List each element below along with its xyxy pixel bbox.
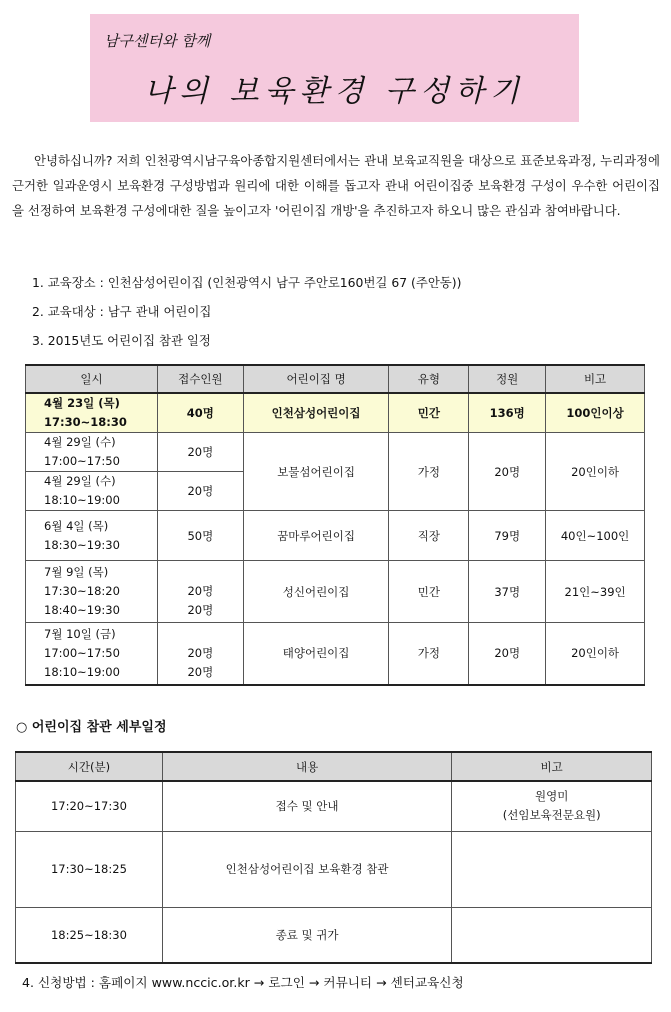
banner-subtitle: 남구센터와 함께 (104, 32, 211, 50)
count-cell: 20명 20명 (157, 561, 243, 623)
intro-paragraph: 안녕하십니까? 저희 인천광역시남구육아종합지원센터에서는 관내 보육교직원을 대상으로 표준보육과정, 누리과정에 근거한 일과운영시 보육환경 구성방법과 원리에 대한 이해를 돕고자 관내 어린이집중 보육환경 구성이 우수한 어린이집을 선정하여 보육환경 구성에대한 질을 높이고자 '어린이집 개방'을 추진하고자 하오니 많은 관심과 참여바랍니다. (12, 153, 660, 218)
section-title: ○ 어린이집 참관 세부일정 (16, 720, 167, 735)
date-cell: 4월 29일 (수) 18:10~19:00 (26, 472, 158, 511)
center-name-cell: 꿈마루어린이집 (243, 511, 389, 561)
date-cell: 7월 10일 (금) 17:00~17:50 18:10~19:00 (26, 623, 158, 685)
table-header-row (16, 752, 652, 781)
capacity-cell: 79명 (469, 511, 546, 561)
col-header: 접수인원 (157, 365, 243, 393)
note-cell (452, 907, 652, 963)
center-name-cell: 태양어린이집 (243, 623, 389, 685)
table-row (26, 393, 645, 433)
col-header: 시간(분) (16, 752, 163, 781)
content-cell: 인천삼성어린이집 보육환경 참관 (162, 831, 451, 907)
content-cell: 종료 및 귀가 (162, 907, 451, 963)
col-header: 정원 (469, 365, 546, 393)
time-cell: 18:25~18:30 (16, 907, 163, 963)
date-cell: 6월 4일 (목) 18:30~19:30 (26, 511, 158, 561)
capacity-cell: 136명 (469, 393, 546, 433)
note-cell (452, 831, 652, 907)
col-header: 비고 (546, 365, 645, 393)
info-list (32, 268, 461, 355)
note-cell: 20인이하 (546, 623, 645, 685)
col-header: 유형 (389, 365, 469, 393)
note-cell: 40인~100인 (546, 511, 645, 561)
table-row (16, 781, 652, 831)
col-header: 비고 (452, 752, 652, 781)
visit-detail-table (15, 751, 652, 964)
col-header: 어린이집 명 (243, 365, 389, 393)
count-cell: 20명 20명 (157, 623, 243, 685)
table-header-row (26, 365, 645, 393)
center-name-cell: 성신어린이집 (243, 561, 389, 623)
table-row (26, 561, 645, 623)
count-cell: 40명 (157, 393, 243, 433)
time-cell: 17:30~18:25 (16, 831, 163, 907)
center-name-cell: 인천삼성어린이집 (243, 393, 389, 433)
table-row (26, 623, 645, 685)
title-banner (90, 14, 579, 122)
note-cell: 100인이상 (546, 393, 645, 433)
center-name-cell: 보물섬어린이집 (243, 433, 389, 511)
note-cell: 21인~39인 (546, 561, 645, 623)
table-row (16, 907, 652, 963)
table-row (16, 831, 652, 907)
type-cell: 가정 (389, 433, 469, 511)
time-cell: 17:20~17:30 (16, 781, 163, 831)
date-cell: 7월 9일 (목) 17:30~18:20 18:40~19:30 (26, 561, 158, 623)
info-item-schedule: 3. 2015년도 어린이집 참관 일정 (32, 333, 211, 348)
application-method: 4. 신청방법 : 홈페이지 www.nccic.or.kr → 로그인 → 커뮤니티 → 센터교육신청 (22, 975, 464, 990)
count-cell: 50명 (157, 511, 243, 561)
col-header: 내용 (162, 752, 451, 781)
banner-title: 나의 보육환경 구성하기 (144, 74, 525, 109)
type-cell: 민간 (389, 393, 469, 433)
capacity-cell: 37명 (469, 561, 546, 623)
count-cell: 20명 (157, 433, 243, 472)
capacity-cell: 20명 (469, 623, 546, 685)
info-item-target: 2. 교육대상 : 남구 관내 어린이집 (32, 304, 212, 319)
type-cell: 가정 (389, 623, 469, 685)
capacity-cell: 20명 (469, 433, 546, 511)
visit-schedule-table (25, 364, 645, 686)
table-row (26, 511, 645, 561)
type-cell: 민간 (389, 561, 469, 623)
count-cell: 20명 (157, 472, 243, 511)
content-cell: 접수 및 안내 (162, 781, 451, 831)
note-cell: 원영미 (선임보육전문요원) (452, 781, 652, 831)
note-cell: 20인이하 (546, 433, 645, 511)
col-header: 일시 (26, 365, 158, 393)
table-row (26, 433, 645, 472)
date-cell: 4월 29일 (수) 17:00~17:50 (26, 433, 158, 472)
date-cell: 4월 23일 (목) 17:30~18:30 (26, 393, 158, 433)
info-item-location: 1. 교육장소 : 인천삼성어린이집 (인천광역시 남구 주안로160번길 67 (주안동)) (32, 275, 462, 290)
type-cell: 직장 (389, 511, 469, 561)
